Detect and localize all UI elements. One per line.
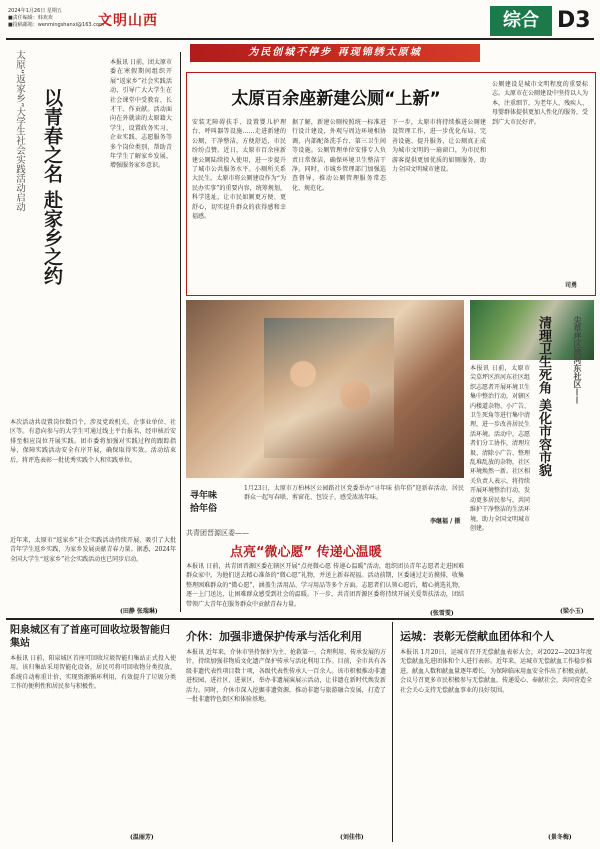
photo-story-byline: (张雪雯) [430, 610, 454, 617]
bottom-mid-body: 本报讯 近年来，介休市坚持保护为主、抢救第一、合理利用、传承发展的方针，持续加强非物质文化遗产保护传承与活化利用工作。目前，全市共有各级非遗代表性项目数十项，各级代表性传承人一百余人。该市积极推动非遗进校园、进社区、进景区，举办非遗展演展示活动，让非遗在新时代焕发新活力。同时，介休市深入挖掘非遗资源，推动非遗与旅游融合发展，打造了一批非遗特色街区和体验基地。 [186, 649, 386, 704]
bottom-right-title: 运城：表彰无偿献血团体和个人 [400, 630, 554, 643]
top-article-col-2: 据了解，新建公厕按照统一标准进行设计建设，外观与周边环境相协调，内部配备洗手台、第三卫生间等设施。公厕管理单位安排专人负责日常保洁，确保环境卫生整洁干净。同时，市城乡管理部门加强巡查督导，推动公厕管理服务常态化、规范化。 [292, 119, 386, 192]
left-story-body-1: 本报讯 日前，团太原市委在寒假期间组织开展“返家乡”社会实践活动，引导广大大学生在社会课堂中受教育、长才干、作贡献。活动面向在外就读的太原籍大学生，设置政务实习、企业实践、志愿服务等多个岗位类别，帮助青年学生了解家乡发展，增强服务家乡意识。 [110, 59, 172, 170]
bottom-right-byline: (景冬梅) [548, 834, 572, 841]
left-story-title: 以青春之名 赴家乡之约 [41, 88, 63, 285]
email-address: wenmingshanxi@163.com [37, 22, 104, 28]
main-photo-detail [264, 318, 394, 458]
top-article-title: 太原百余座新建公厕“上新” [231, 89, 441, 109]
right-story-body: 本报讯 日前，太原市尖草坪区滨河东社区组织志愿者开展环境卫生集中整治行动，对辖区内楼道杂物、小广告、卫生死角等进行集中清理，进一步改善居民生活环境。活动中，志愿者们分工协作，清理垃圾、清除小广告、整理乱堆乱放的杂物，社区环境焕然一新。社区相关负责人表示，将持续开展环境整治行动，发动更多居民参与，共同维护干净整洁的生活环境，助力全国文明城市创建。 [470, 365, 530, 532]
top-article-byline: 司勇 [565, 282, 578, 289]
editor-label: 责任编辑 [12, 15, 33, 21]
bottom-rule [6, 618, 594, 620]
left-story-byline: (田静 张瑞琳) [120, 608, 158, 615]
photo-story-headline: 点亮“微心愿” 传递心温暖 [230, 545, 382, 560]
bottom-right-body: 本报讯 1月20日，运城市召开无偿献血表彰大会，对2022—2023年度无偿献血先进团体和个人进行表彰。近年来，运城市无偿献血工作稳步推进，献血人数和献血量逐年增长，为保障临床用血安全作出了积极贡献。会议号召更多市民积极参与无偿献血，传递爱心、奉献社会，共同营造全社会关心支持无偿献血事业的良好氛围。 [400, 649, 592, 694]
photo-caption-byline: 李继福 / 摄 [430, 518, 461, 525]
campaign-ribbon: 为民创城不停步 再现锦绣太原城 [190, 44, 480, 62]
left-story-body-3: 近年来，太原市“返家乡”社会实践活动持续开展，吸引了大批青年学生返乡实践，为家乡发展贡献青春力量。据悉，2024年全国大学生“返家乡”社会实践活动也已同步启动。 [10, 537, 176, 563]
email-label: 投稿邮箱 [12, 22, 33, 28]
issue-date: 2024年1月26日 [8, 8, 46, 14]
right-story-title: 清理卫生死角 美化市容市貌 [536, 316, 551, 477]
top-article-col-3: 下一步，太原市将持续推进公厕建设管理工作，进一步优化布局、完善设施、提升服务，让公厕真正成为城市文明的一扇窗口，为市民和游客提供更加优质的如厕服务，助力全国文明城市建设。 [392, 119, 486, 174]
photo-caption: 1月23日，太原市万柏林区公园路社区党委举办“寻年味 拾年俗”迎新春活动，居民群众一起写春联、剪窗花、包饺子，感受浓浓年味。 [244, 485, 464, 502]
section-label: 综合 [490, 6, 552, 36]
column-rule [180, 52, 181, 612]
issue-weekday: 星期五 [46, 8, 62, 14]
page-number: D3 [557, 8, 591, 33]
photo-story-body: 本报讯 日前，共青团晋源区委在辖区开展“点亮微心愿 传递心温暖”活动，组织团员青年志愿者走进困难群众家中，为他们送去精心准备的“微心愿”礼物，并送上新春祝福。活动前期，区委通过走访摸排，收集整理困难群众的“微心愿”，涵盖生活用品、学习用品等多个方面。志愿者们认领心愿后，精心挑选礼物，逐一上门送达，让困难群众感受到社会的温暖。下一步，共青团晋源区委将持续开展关爱帮扶活动，团结带领广大青年在服务群众中贡献青春力量。 [186, 563, 464, 608]
top-article-col-1: 安装无障碍扶手、设置婴儿护理台、呼叫器等设施……走进新建的公厕，干净整洁，方便舒适，市民纷纷点赞。近日，太原市百余座新建公厕陆续投入使用，进一步提升了城市公共服务水平。小厕所关系大民生。太原市将公厕建设作为“为民办实事”的重要内容，统筹规划，科学选址，让市民如厕更方便、更舒心，切实提升群众的获得感和幸福感。 [192, 119, 286, 221]
header-rule [6, 38, 594, 40]
bottom-mid-title: 介休：加强非遗保护传承与活化利用 [186, 630, 362, 643]
masthead-meta: 2024年1月26日 星期五 ■责任编辑：韩欢欢 ■投稿邮箱：wenmingshanxi@163.com [8, 8, 104, 28]
bottom-mid-byline: (刘佳伟) [340, 834, 364, 841]
photo-story-kicker: 共青团晋源区委—— [186, 529, 249, 537]
photo-side-title: 寻年味 拾年俗 [190, 491, 218, 514]
editor-name: 韩欢欢 [37, 15, 53, 21]
top-article-col-4: 公厕建设是城市文明程度的重要标志。太原市在公厕建设中坚持以人为本，注重细节，为老年人、残疾人、母婴群体提供更加人性化的服务，受到广大市民好评。 [492, 81, 588, 126]
left-story-body-2: 本次活动共设置岗位数百个，涉及党政机关、企事业单位、社区等。有意向参与的大学生可通过线上平台报名，经审核后安排至相应岗位开展实践。团市委将加强对实践过程的跟踪指导，保障实践活动安全有序开展，确保取得实效。活动结束后，将评选表彰一批优秀实践个人和实践单位。 [10, 419, 176, 464]
bottom-column-rule [392, 622, 393, 842]
bottom-left-title: 阳泉城区有了首座可回收垃圾智能归集站 [10, 625, 170, 649]
newspaper-logo: 文明山西 [98, 13, 158, 29]
bottom-left-byline: (温丽芳) [130, 834, 154, 841]
left-story-subtitle: 太原“返家乡”大学生社会实践活动启动 [14, 50, 25, 212]
right-story-byline: (梁小玉) [560, 608, 584, 615]
right-story-subtitle: 尖草坪区滨河东社区—— [573, 316, 582, 404]
bottom-left-body: 本报讯 日前，阳泉城区首座可回收垃圾智能归集站正式投入使用。该归集站采用智能化设备，居民可将可回收物分类投放，系统自动称重计价，实现资源循环利用，有效提升了垃圾分类工作的便利性和居民参与积极性。 [10, 655, 176, 691]
